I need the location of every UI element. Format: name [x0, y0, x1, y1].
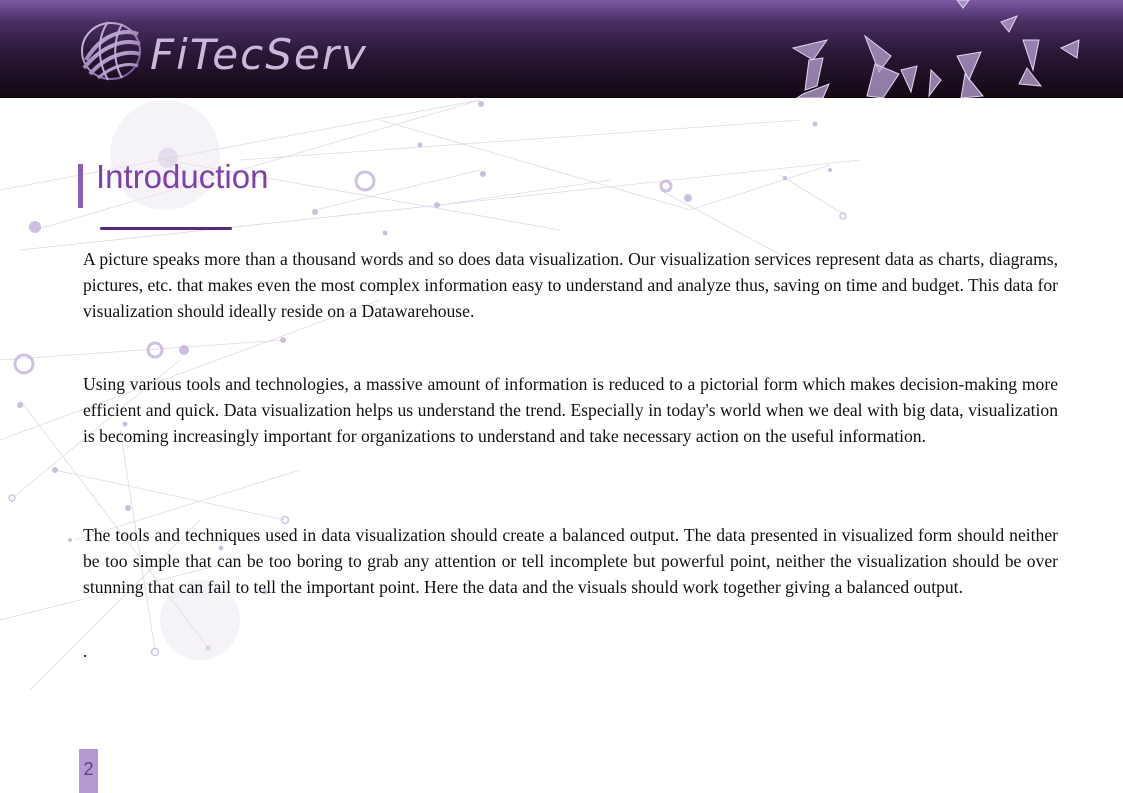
title-accent-bar	[78, 164, 83, 208]
page-header	[0, 0, 1123, 98]
title-underline	[100, 227, 232, 230]
page-number: 2	[79, 749, 98, 793]
intro-paragraph-1: A picture speaks more than a thousand words and so does data visualization. Our visualization services represent data as charts, diagrams, pictures, etc. that makes even the most complex information easy to understand and analyze thus, saving on time and budget. This data for visualization should ideally reside on a Datawarehouse.	[83, 249, 1058, 321]
brand-name: FiTecServ	[150, 30, 368, 79]
trailing-period: .	[83, 641, 88, 661]
intro-paragraph-2: Using various tools and technologies, a massive amount of information is reduced to a pictorial form which makes decision-making more efficient and quick. Data visualization helps us understand the trend. Especially in today's world when we deal with big data, visualization is becoming increasingly important for organizations to understand and take necessary action on the useful information.	[83, 374, 1058, 446]
page-title: Introduction	[96, 158, 269, 195]
intro-paragraph-3: The tools and techniques used in data visualization should create a balanced output. The data presented in visualized form should neither be too simple that can be too boring to grab any attention or tell incomplete but powerful point, neither the visualization should be over stunning that can fail to tell the important point. Here the data and the visuals should work together giving a balanced output.	[83, 525, 1058, 597]
globe-logo-icon	[78, 16, 144, 82]
decorative-polygons	[783, 0, 1123, 98]
